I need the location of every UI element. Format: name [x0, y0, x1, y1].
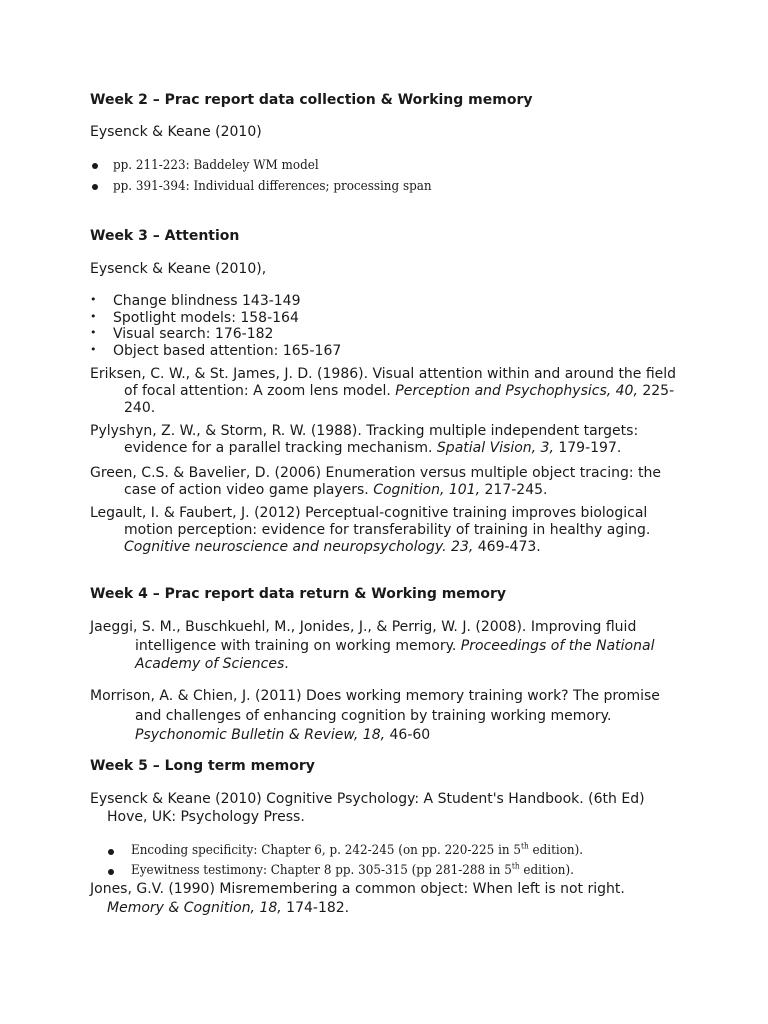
journal-name: Academy of Sciences — [135, 656, 285, 672]
ref-pages: 179-197. — [553, 440, 622, 456]
bullet-text: Eyewitness testimony: Chapter 8 pp. 305-315 (pp 281-288 in 5 — [131, 863, 512, 878]
week5-heading: Week 5 – Long term memory — [90, 758, 315, 774]
reference-morrison-line1: Morrison, A. & Chien, J. (2011) Does working memory training work? The promise — [90, 688, 660, 704]
bullet-text: edition). — [528, 843, 584, 858]
week5-source-line1: Eysenck & Keane (2010) Cognitive Psychology: A Student's Handbook. (6th Ed) — [90, 791, 645, 807]
reference-eriksen-line1: Eriksen, C. W., & St. James, J. D. (1986). Visual attention within and around the field — [90, 366, 677, 382]
reference-legault-line3 — [124, 539, 541, 555]
week2-heading: Week 2 – Prac report data collection & Working memory — [90, 92, 533, 108]
reference-morrison-line3 — [135, 727, 430, 743]
journal-name: Cognition, 101, — [373, 482, 481, 498]
week3-bullet-4: Object based attention: 165-167 — [113, 343, 342, 359]
bullet-text: edition). — [519, 863, 574, 878]
superscript: th — [511, 861, 520, 871]
ref-pages: 217-245. — [480, 482, 548, 498]
reference-jaeggi-line3 — [135, 656, 289, 672]
bullet-icon — [92, 163, 98, 169]
reference-jones-line2 — [107, 900, 349, 916]
reference-legault-line1: Legault, I. & Faubert, J. (2012) Perceptual-cognitive training improves biological — [90, 505, 648, 521]
ref-pages: 174-182. — [281, 900, 350, 916]
journal-name: Psychonomic Bulletin & Review, 18, — [135, 727, 386, 743]
reference-eriksen-line3: 240. — [124, 400, 156, 416]
ref-pages: 469-473. — [473, 539, 541, 555]
week2-bullet-2: pp. 391-394: Individual differences; processing span — [113, 179, 432, 194]
reference-green-line2 — [124, 482, 547, 498]
reference-jaeggi-line1: Jaeggi, S. M., Buschkuehl, M., Jonides, J., & Perrig, W. J. (2008). Improving fluid — [90, 619, 637, 635]
journal-name: Spatial Vision, 3, — [436, 440, 554, 456]
ref-pages: 46-60 — [385, 727, 431, 743]
reference-legault-line2: motion perception: evidence for transferability of training in healthy aging. — [124, 522, 651, 538]
week5-bullet-2 — [131, 863, 574, 878]
ref-text: case of action video game players. — [124, 482, 374, 498]
ref-text: intelligence with training on working memory. — [135, 638, 461, 654]
reference-eriksen-line2 — [124, 383, 674, 399]
bullet-icon — [92, 184, 98, 190]
ref-text: . — [284, 656, 289, 672]
ref-text: evidence for a parallel tracking mechanism. — [124, 440, 437, 456]
journal-name: Perception and Psychophysics, 40, — [395, 383, 638, 399]
ref-text: of focal attention: A zoom lens model. — [124, 383, 396, 399]
week3-bullet-3: Visual search: 176-182 — [113, 326, 274, 342]
bullet-icon — [108, 869, 114, 875]
week3-source: Eysenck & Keane (2010), — [90, 261, 267, 277]
bullet-icon: • — [90, 293, 97, 306]
week4-heading: Week 4 – Prac report data return & Working memory — [90, 586, 507, 602]
journal-name: Proceedings of the National — [460, 638, 655, 654]
bullet-icon — [108, 849, 114, 855]
week3-heading: Week 3 – Attention — [90, 228, 240, 244]
bullet-icon: • — [90, 326, 97, 339]
bullet-icon: • — [90, 310, 97, 323]
week3-bullet-1: Change blindness 143-149 — [113, 293, 301, 309]
reference-jones-line1: Jones, G.V. (1990) Misremembering a common object: When left is not right. — [90, 881, 625, 897]
week5-bullet-1 — [131, 843, 583, 858]
week2-bullet-1: pp. 211-223: Baddeley WM model — [113, 158, 319, 173]
reference-morrison-line2: and challenges of enhancing cognition by training working memory. — [135, 708, 612, 724]
reference-green-line1: Green, C.S. & Bavelier, D. (2006) Enumeration versus multiple object tracing: the — [90, 465, 662, 481]
reference-pylyshyn-line1: Pylyshyn, Z. W., & Storm, R. W. (1988). Tracking multiple independent targets: — [90, 423, 639, 439]
journal-name: Cognitive neuroscience and neuropsychology. 23, — [124, 539, 474, 555]
superscript: th — [521, 841, 529, 851]
bullet-icon: • — [90, 343, 97, 356]
week2-source: Eysenck & Keane (2010) — [90, 124, 262, 140]
reference-pylyshyn-line2 — [124, 440, 621, 456]
journal-name: Memory & Cognition, 18, — [107, 900, 282, 916]
reference-jaeggi-line2 — [135, 638, 654, 654]
week5-source-line2: Hove, UK: Psychology Press. — [107, 809, 305, 825]
week3-bullet-2: Spotlight models: 158-164 — [113, 310, 299, 326]
bullet-text: Encoding specificity: Chapter 6, p. 242-245 (on pp. 220-225 in 5 — [131, 843, 522, 858]
ref-pages: 225- — [637, 383, 675, 399]
